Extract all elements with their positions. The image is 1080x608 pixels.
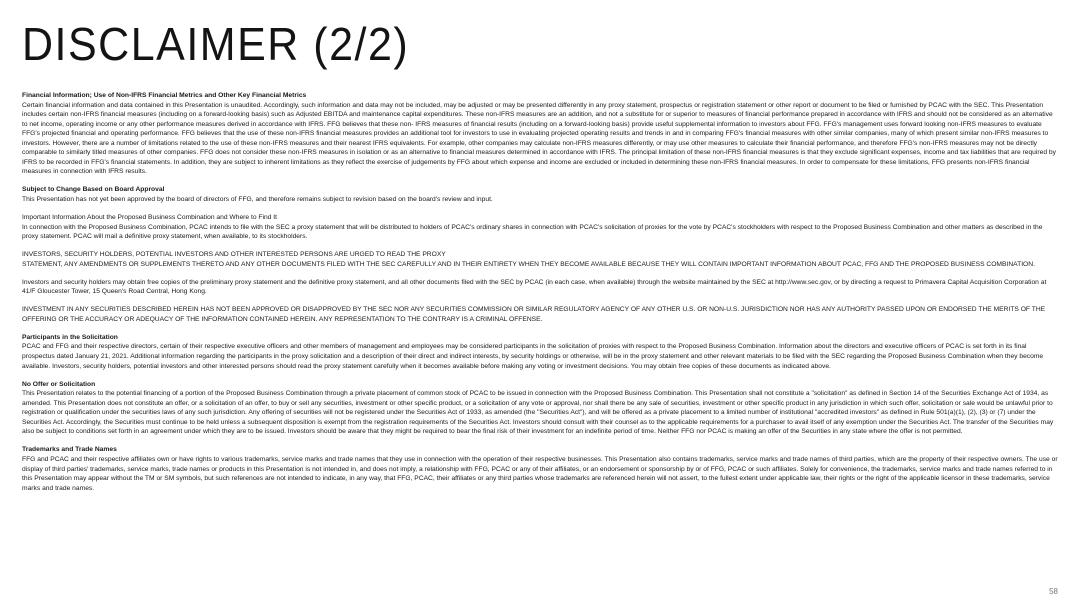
section-free-copies	[22, 278, 1058, 297]
section-text: Certain financial information and data contained in this Presentation is unaudited. Accordingly, such information and data may not be included, may be adjusted or may be presented differently in any proxy statement, prospectus or registration statement or other report or document to be filed or furnished by PCAC with the SEC. This Presentation includes certain non-IFRS financial measures (including on a forward-looking basis) such as Adjusted EBITDA and maintenance capital expenditures. These non-IFRS measures are an addition, and not a substitute for or superior to measures of financial performance prepared in accordance with IFRS and should not be considered as an alternative to net income, operating income or any other performance measures derived in accordance with IFRS. FFG believes that these non- IFRS measures of financial results (including on a forward-looking basis) provide useful supplemental information to investors about FFG. FFG's management uses forward looking non-IFRS measures to evaluate FFG's projected financial and operating performance. FFG believes that the use of these non-IFRS financial measures provides an additional tool for investors to use in evaluating projected operating results and trends in and in comparing FFG's financial measures with other similar companies, many of which present similar non-IFRS measures to investors. However, there are a number of limitations related to the use of these non-IFRS measures and their nearest IFRS equivalents. For example, other companies may calculate non-IFRS measures differently, or may use other measures to calculate their financial performance, and therefore FFG's non-IFRS measures may not be directly comparable to similarly titled measures of other companies. FFG does not consider these non-IFRS measures in isolation or as an alternative to financial measures determined in accordance with IFRS. The principal limitation of these non-IFRS financial measures is that they exclude significant expenses, income and tax liabilities that are required by IFRS to be recorded in FFG's financial statements. In addition, they are subject to inherent limitations as they reflect the exercise of judgements by FFG about which expense and income are excluded or included in determining these non-IFRS financial measures. In order to compensate for these limitations, FFG presents non-IFRS financial measures in connection with IFRS results.	[22, 101, 1056, 176]
section-heading: Financial Information; Use of Non-IFRS Financial Metrics and Other Key Financial Metrics	[22, 92, 307, 99]
disclaimer-body	[22, 91, 1058, 502]
section-trademarks	[22, 445, 1058, 493]
section-text: This Presentation relates to the potential financing of a portion of the Proposed Business Combination through a private placement of common stock of PCAC to be issued in connection with the Proposed Business Combination. This Presentation shall not constitute a "solicitation" as defined in Section 14 of the Securities Exchange Act of 1934, as amended. This Presentation does not constitute an offer, or a solicitation of an offer, to buy or sell any securities, investment or other specific product, or a solicitation of any vote or approval, nor shall there be any sale of securities, investment or other specific product in any jurisdiction in which such offer, solicitation or sale would be unlawful prior to registration or qualification under the securities laws of any such jurisdiction. Any offering of securities will not be registered under the Securities Act of 1933, as amended (the "Securities Act"), and will be offered as a private placement to a limited number of institutional "accredited investors" as defined in Rule 501(a)(1), (2), (3) or (7) under the Securities Act. Accordingly, the Securities must continue to be held unless a subsequent disposition is exempt from the registration requirements of the Securities Act. Investors should consult with their counsel as to the applicable requirements for a purchaser to avail itself of any exemption under the Securities Act. The transfer of the Securities may also be subject to conditions set forth in an agreement under which they are to be issued. Investors should be aware that they might be required to bear the final risk of their investment for an indefinite period of time. Neither FFG nor PCAC is making an offer of the Securities in any state where the offer is not permitted.	[22, 390, 1054, 436]
section-no-offer	[22, 380, 1058, 437]
section-text: INVESTORS, SECURITY HOLDERS, POTENTIAL INVESTORS AND OTHER INTERESTED PERSONS ARE URGED TO READ THE PROXY STATEMENT, ANY AMENDMENTS OR SUPPLEMENTS THERETO AND ANY OTHER DOCUMENTS FILED WITH THE SEC CAREFULLY AND IN THEIR ENTIRETY WHEN THEY BECOME AVAILABLE BECAUSE THEY WILL CONTAIN IMPORTANT INFORMATION ABOUT PCAC, FFG AND THE PROPOSED BUSINESS COMBINATION.	[22, 251, 1035, 268]
section-heading: Trademarks and Trade Names	[22, 446, 117, 454]
section-heading: Subject to Change Based on Board Approval	[22, 186, 165, 194]
section-investors-urged	[22, 250, 1058, 269]
section-text: PCAC and FFG and their respective directors, certain of their respective executive officers and other members of management and employees may be considered participants in the solicitation of proxies with respect to the Proposed Business Combination. Information about the directors and executive officers of PCAC is set forth in its final prospectus dated January 21, 2021. Additional information regarding the participants in the proxy solicitation and a description of their direct and indirect interests, by security holdings or otherwise, will be in the proxy statement and other relevant materials to be filed with the SEC regarding the Proposed Business Combination when they become available. Investors, security holders, potential investors and other interested persons should read the proxy statement carefully when it becomes available before making any voting or investment decisions. You may obtain free copies of these documents as indicated above.	[22, 343, 1044, 370]
section-financial-information	[22, 91, 1058, 177]
section-heading: Participants in the Solicitation	[22, 333, 118, 341]
section-text: This Presentation has not yet been approved by the board of directors of FFG, and therefore remains subject to revision based on the board's review and input.	[22, 195, 493, 203]
page-number: 58	[1049, 587, 1058, 596]
section-board-approval	[22, 185, 1058, 204]
section-text: FFG and PCAC and their respective affiliates own or have rights to various trademarks, service marks and trade names that they use in connection with the operation of their respective businesses. This Presentation also contains trademarks, service marks and trade names of third parties, which are the property of their respective owners. The use or display of third parties' trademarks, service marks, trade names or products in this Presentation is not intended in, and does not imply, a relationship with FFG, PCAC or any of their affiliates, or an endorsement or sponsorship by or of FFG, PCAC or such affiliates. Solely for convenience, the trademarks, service marks and trade names referred to in this Presentation may appear without the TM or SM symbols, but such references are not intended to indicate, in any way, that FFG, PCAC, their affiliates or any third parties whose trademarks are referenced herein will not assert, to the fullest extent under applicable law, their rights or the right of the applicable licensor in these trademarks, service marks and trade names.	[22, 455, 1058, 492]
section-important-information	[22, 213, 1058, 242]
section-heading: No Offer or Solicitation	[22, 380, 96, 388]
section-not-approved	[22, 305, 1058, 324]
page-title: DISCLAIMER (2/2)	[22, 18, 410, 71]
section-participants	[22, 333, 1058, 371]
section-text: INVESTMENT IN ANY SECURITIES DESCRIBED HEREIN HAS NOT BEEN APPROVED OR DISAPPROVED BY THE SEC NOR ANY SECURITIES COMMISSION OR SIMILAR REGULATORY AGENCY OF ANY OTHER U.S. OR NON-U.S. JURISDICTION NOR HAS ANY AUTHORITY PASSED UPON OR ENDORSED THE MERITS OF THE OFFERING OR THE ACCURACY OR ADEQUACY OF THE INFORMATION CONTAINED HEREIN. ANY REPRESENTATION TO THE CONTRARY IS A CRIMINAL OFFENSE.	[22, 306, 1046, 323]
section-text: Important Information About the Proposed Business Combination and Where to Find It In connection with the Proposed Business Combination, PCAC intends to file with the SEC a proxy statement that will be distributed to holders of PCAC's ordinary shares in connection with PCAC's solicitation of proxies for the vote by PCAC's stockholders with respect to the Proposed Business Combination and other matters as described in the proxy statement. PCAC will mail a definitive proxy statement, when available, to its stockholders.	[22, 214, 1043, 241]
section-text: Investors and security holders may obtain free copies of the preliminary proxy statement and the definitive proxy statement, and all other documents filed with the SEC by PCAC (in each case, when available) through the website maintained by the SEC at http://www.sec.gov, or by directing a request to Primavera Capital Acquisition Corporation at 41/F Gloucester Tower, 15 Queen's Road Central, Hong Kong.	[22, 278, 1047, 296]
